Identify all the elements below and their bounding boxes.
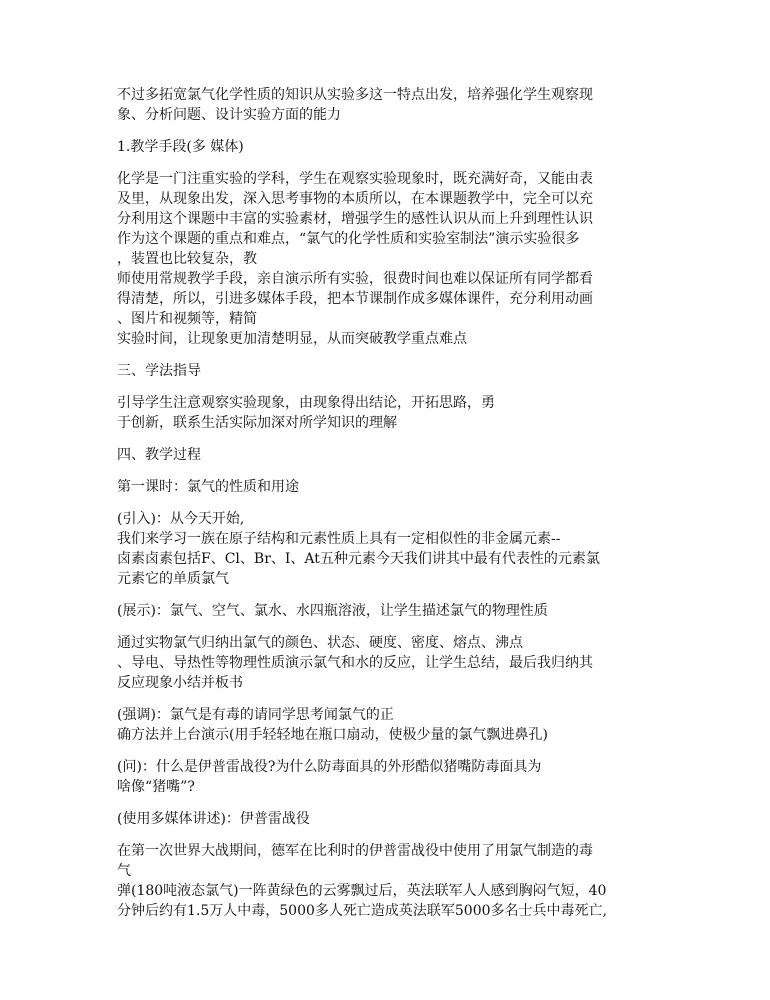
text-line: 分钟后约有1.5万人中毒，5000多人死亡造成英法联军5000多名士兵中毒死亡, bbox=[117, 903, 607, 919]
paragraph bbox=[117, 705, 662, 745]
text-line: 气 bbox=[117, 863, 131, 879]
text-line: 引导学生注意观察实验现象，由现象得出结论，开拓思路，勇 bbox=[117, 395, 495, 411]
text-line: 三、学法指导 bbox=[117, 363, 201, 379]
text-line: 得清楚，所以，引进多媒体手段，把本节课制作成多媒体课件，充分利用动画 bbox=[117, 291, 593, 307]
text-line: (展示)：氯气、空气、氯水、水四瓶溶液，让学生描述氯气的物理性质 bbox=[117, 603, 548, 619]
text-line: 确方法并上台演示(用手轻轻地在瓶口扇动，使极少量的氯气飘进鼻孔) bbox=[117, 727, 548, 743]
subsection-heading bbox=[117, 477, 662, 497]
paragraph bbox=[117, 757, 662, 797]
text-line: (使用多媒体讲述)：伊普雷战役 bbox=[117, 811, 310, 827]
text-line: 、导电、导热性等物理性质演示氯气和水的反应，让学生总结，最后我归纳其 bbox=[117, 655, 593, 671]
text-line: (问)：什么是伊普雷战役?为什么防毒面具的外形酷似猪嘴防毒面具为 bbox=[117, 759, 542, 775]
document-body bbox=[117, 85, 662, 933]
paragraph bbox=[117, 841, 662, 921]
text-line: 第一课时：氯气的性质和用途 bbox=[117, 479, 299, 495]
text-line: 分利用这个课题中丰富的实验素材，增强学生的感性认识从而上升到理性认识 bbox=[117, 211, 593, 227]
section-heading bbox=[117, 137, 662, 157]
text-line: 化学是一门注重实验的学科，学生在观察实验现象时，既充满好奇，又能由表 bbox=[117, 171, 593, 187]
paragraph bbox=[117, 169, 662, 349]
text-line: 四、教学过程 bbox=[117, 447, 201, 463]
text-line: 在第一次世界大战期间，德军在比利时的伊普雷战役中使用了用氯气制造的毒 bbox=[117, 843, 593, 859]
text-line: ，装置也比较复杂，教 bbox=[117, 251, 257, 267]
text-line: 啥像“猪嘴”? bbox=[117, 779, 195, 795]
paragraph bbox=[117, 393, 662, 433]
text-line: 于创新，联系生活实际加深对所学知识的理解 bbox=[117, 415, 397, 431]
paragraph bbox=[117, 509, 662, 589]
paragraph bbox=[117, 601, 662, 621]
text-line: 弹(180吨液态氯气)一阵黄绿色的云雾飘过后，英法联军人人感到胸闷气短，40 bbox=[117, 883, 607, 899]
text-line: 通过实物氯气归纳出氯气的颜色、状态、硬度、密度、熔点、沸点 bbox=[117, 635, 523, 651]
text-line: 卤素卤素包括F、Cl、Br、I、At五种元素今天我们讲其中最有代表性的元素氯 bbox=[117, 551, 600, 567]
text-line: 及里，从现象出发，深入思考事物的本质所以，在本课题教学中，完全可以充 bbox=[117, 191, 593, 207]
paragraph bbox=[117, 809, 662, 829]
text-line: 不过多拓宽氯气化学性质的知识从实验多这一特点出发，培养强化学生观察现 bbox=[117, 87, 593, 103]
paragraph bbox=[117, 633, 662, 693]
text-line: 元素它的单质氯气 bbox=[117, 571, 229, 587]
text-line: 象、分析问题、设计实验方面的能力 bbox=[117, 107, 341, 123]
section-heading bbox=[117, 361, 662, 381]
text-line: 、图片和视频等，精简 bbox=[117, 311, 257, 327]
text-line: (强调)：氯气是有毒的请同学思考闻氯气的正 bbox=[117, 707, 394, 723]
text-line: 1.教学手段(多 媒体) bbox=[117, 139, 244, 155]
text-line: 实验时间，让现象更加清楚明显，从而突破教学重点难点 bbox=[117, 331, 467, 347]
text-line: 师使用常规教学手段，亲自演示所有实验，很费时间也难以保证所有同学都看 bbox=[117, 271, 593, 287]
section-heading bbox=[117, 445, 662, 465]
paragraph bbox=[117, 85, 662, 125]
text-line: (引入)：从今天开始, bbox=[117, 511, 245, 527]
text-line: 作为这个课题的重点和难点，“氯气的化学性质和实验室制法”演示实验很多 bbox=[117, 231, 580, 247]
text-line: 反应现象小结并板书 bbox=[117, 675, 243, 691]
text-line: 我们来学习一族在原子结构和元素性质上具有一定相似性的非金属元素-- bbox=[117, 531, 561, 547]
